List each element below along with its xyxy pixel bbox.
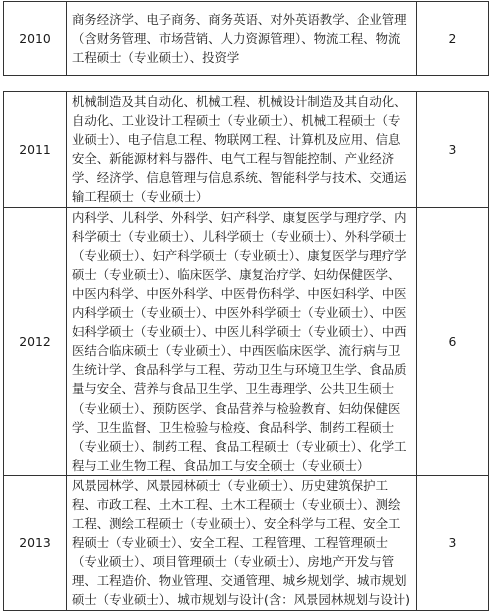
year-cell: 2011 (4, 92, 67, 208)
count-cell: 2 (417, 2, 489, 76)
year-cell: 2010 (4, 2, 67, 76)
count-cell: 3 (417, 92, 489, 208)
majors-table-main (3, 91, 489, 611)
majors-cell: 内科学、儿科学、外科学、妇产科学、康复医学与理疗学、内科学硕士（专业硕士）、儿科学硕士（专业硕士）、外科学硕士（专业硕士）、妇产科学硕士（专业硕士）、康复医学与理疗学硕士（专业硕士）、临床医学、康复治疗学、妇幼保健医学、 中医内科学、中医外科学、中医骨伤科学、中医妇科学、中医内科学硕士（专业硕士）、中医外科学硕士（专业硕士）、中医妇科学硕士（专业硕士）、中医儿科学硕士（专业硕士）、中西医结合临床硕士（专业硕士）、中西医临床医学、流行病与卫生统计学、食品科学与工程、劳动卫生与环境卫生学、食品质量与安全、营养与食品卫生学、卫生毒理学、公共卫生硕士（专业硕士）、预防医学、食品营养与检验教育、妇幼保健医学、卫生监督、卫生检验与检疫、食品科学、制药工程硕士（专业硕士）、制药工程、食品工程硕士（专业硕士）、化学工程与工业生物工程、食品加工与安全硕士（专业硕士） (67, 207, 417, 475)
majors-cell: 机械制造及其自动化、机械工程、机械设计制造及其自动化、自动化、工业设计工程硕士（专业硕士）、机械工程硕士（专业硕士）、电子信息工程、物联网工程、计算机及应用、信息安全、新能源材料与器件、电气工程与智能控制、产业经济学、经济学、信息管理与信息系统、智能科学与技术、交通运输工程硕士（专业硕士） (67, 92, 417, 208)
majors-cell: 商务经济学、电子商务、商务英语、对外英语教学、企业管理（含财务管理、市场营销、人力资源管理）、物流工程、物流工程硕士（专业硕士）、投资学 (67, 2, 417, 76)
majors-cell: 风景园林学、风景园林硕士（专业硕士）、历史建筑保护工程、市政工程、土木工程、土木工程硕士（专业硕士）、测绘工程、测绘工程硕士（专业硕士）、安全科学与工程、安全工程硕士（专业硕士）、安全工程、工程管理、工程管理硕士（专业硕士）、项目管理硕士（专业硕士）、房地产开发与管理、工程造价、物业管理、交通管理、城乡规划学、城市规划硕士（专业硕士）、城市规划与设计(含：风景园林规划与设计) (67, 475, 417, 610)
count-cell: 6 (417, 207, 489, 475)
year-cell: 2012 (4, 207, 67, 475)
majors-table-top (3, 1, 489, 76)
table-row (4, 2, 489, 76)
count-cell: 3 (417, 475, 489, 610)
year-cell: 2013 (4, 475, 67, 610)
table-row (4, 207, 489, 475)
table-row (4, 92, 489, 208)
